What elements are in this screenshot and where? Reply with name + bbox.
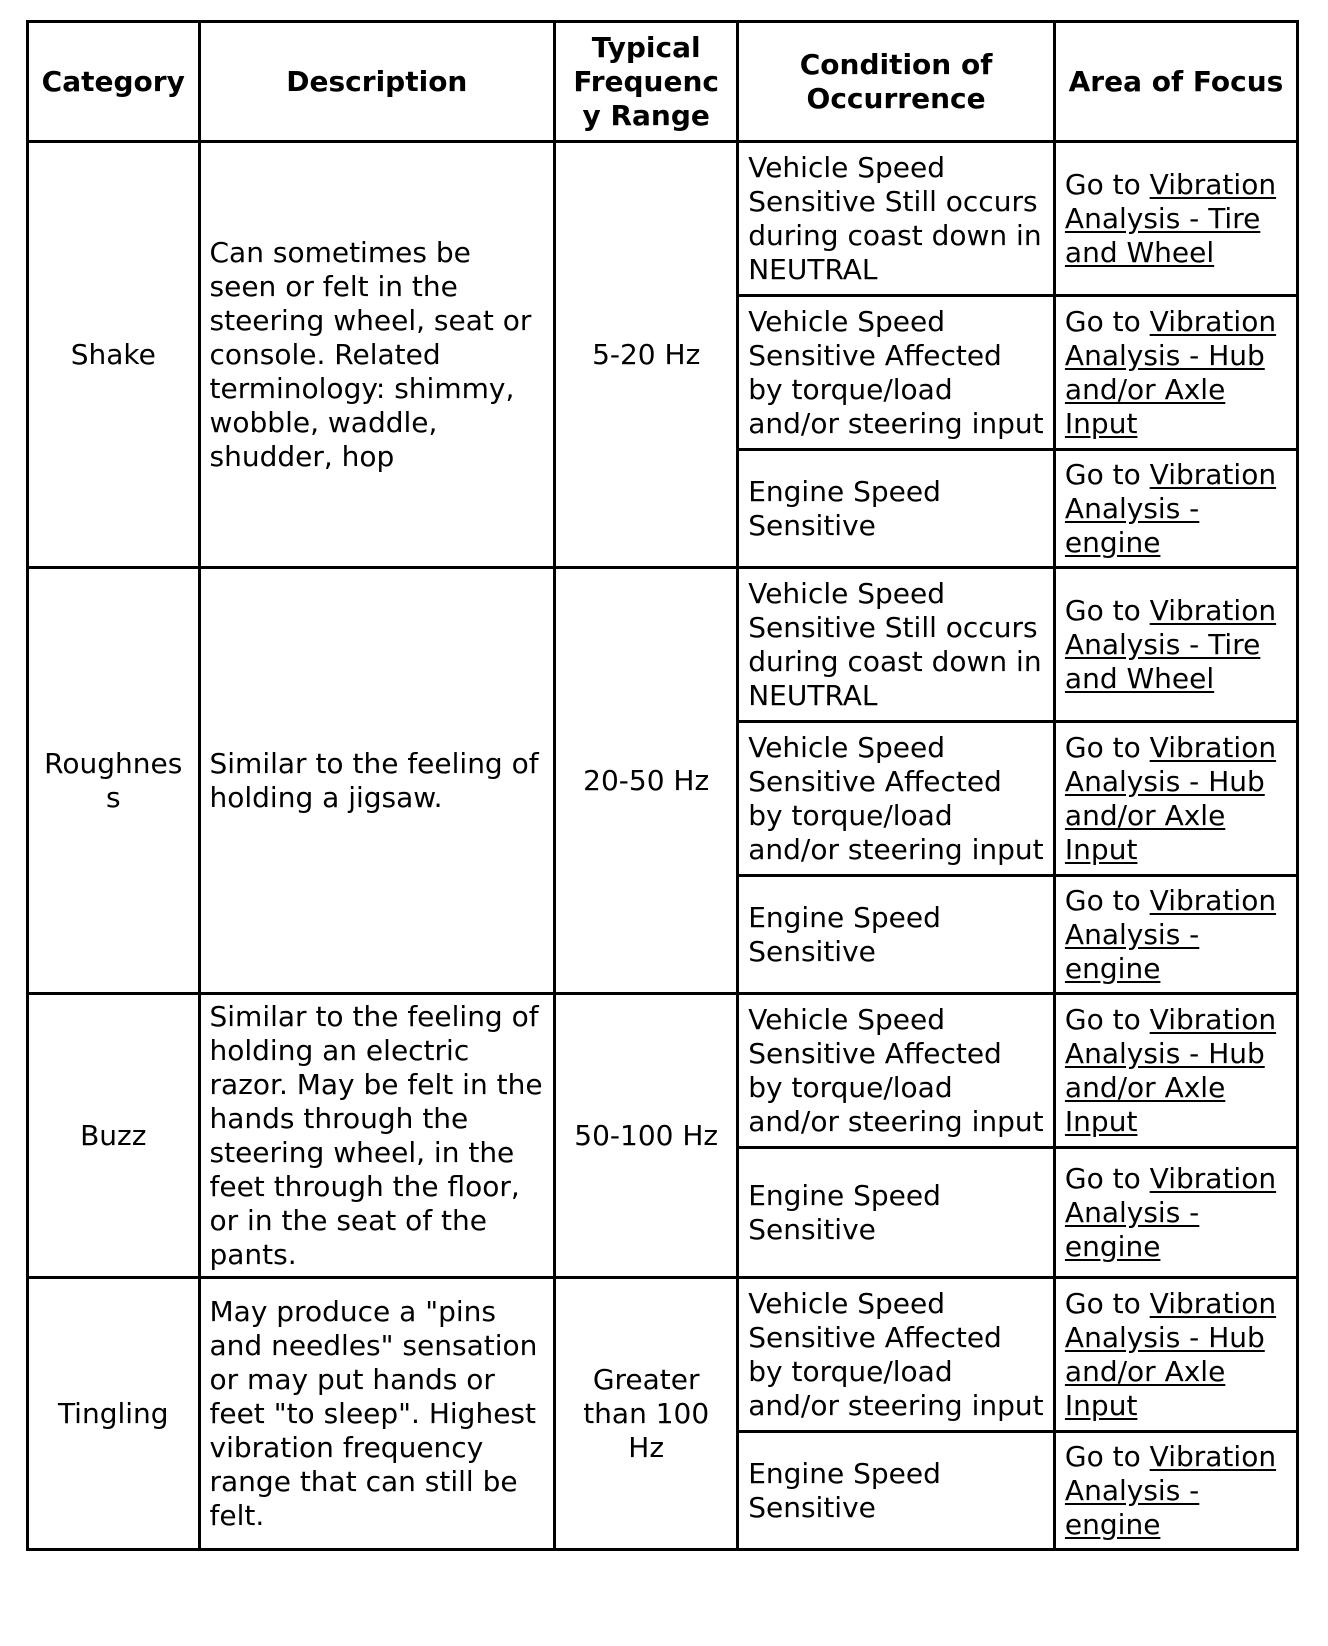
vibration-analysis-link[interactable]: Vibration Analysis - engine bbox=[1064, 1161, 1277, 1263]
go-to-text: Go to bbox=[1064, 1439, 1141, 1473]
vibration-analysis-link[interactable]: Vibration Analysis - Hub and/or Axle Input bbox=[1064, 1002, 1277, 1138]
table-row bbox=[28, 1278, 1298, 1432]
go-to-text: Go to bbox=[1064, 593, 1141, 627]
go-to-text: Go to bbox=[1064, 1002, 1141, 1036]
category-cell: Roughness bbox=[28, 568, 200, 994]
header-condition: Condition of Occurrence bbox=[738, 22, 1055, 142]
go-to-text: Go to bbox=[1064, 167, 1141, 201]
condition-cell: Vehicle Speed Sensitive Affected by torque/load and/or steering input bbox=[738, 296, 1055, 450]
table-row bbox=[28, 994, 1298, 1148]
condition-cell: Vehicle Speed Sensitive Affected by torque/load and/or steering input bbox=[738, 994, 1055, 1148]
area-cell bbox=[1054, 142, 1297, 296]
area-cell bbox=[1054, 450, 1297, 568]
description-cell: May produce a "pins and needles" sensation or may put hands or feet "to sleep". Highest vibration frequency range that can still be felt. bbox=[199, 1278, 555, 1550]
vibration-analysis-link[interactable]: Vibration Analysis - Hub and/or Axle Input bbox=[1064, 730, 1277, 866]
vibration-analysis-link[interactable]: Vibration Analysis - Hub and/or Axle Input bbox=[1064, 1286, 1277, 1422]
area-cell bbox=[1054, 994, 1297, 1148]
description-cell: Similar to the feeling of holding an electric razor. May be felt in the hands through the steering wheel, in the feet through the floor, or in the seat of the pants. bbox=[199, 994, 555, 1278]
area-cell bbox=[1054, 296, 1297, 450]
table-row bbox=[28, 142, 1298, 296]
condition-cell: Engine Speed Sensitive bbox=[738, 450, 1055, 568]
go-to-text: Go to bbox=[1064, 457, 1141, 491]
frequency-cell: 50-100 Hz bbox=[555, 994, 738, 1278]
table-row bbox=[28, 568, 1298, 722]
vibration-analysis-link[interactable]: Vibration Analysis - engine bbox=[1064, 457, 1277, 559]
area-cell bbox=[1054, 876, 1297, 994]
go-to-text: Go to bbox=[1064, 304, 1141, 338]
header-frequency: Typical Frequency Range bbox=[555, 22, 738, 142]
condition-cell: Vehicle Speed Sensitive Still occurs during coast down in NEUTRAL bbox=[738, 568, 1055, 722]
vibration-analysis-link[interactable]: Vibration Analysis - engine bbox=[1064, 883, 1277, 985]
frequency-cell: 20-50 Hz bbox=[555, 568, 738, 994]
category-cell: Shake bbox=[28, 142, 200, 568]
header-category: Category bbox=[28, 22, 200, 142]
area-cell bbox=[1054, 1278, 1297, 1432]
condition-cell: Vehicle Speed Sensitive Affected by torque/load and/or steering input bbox=[738, 1278, 1055, 1432]
vibration-diagnosis-table bbox=[26, 20, 1299, 1551]
area-cell bbox=[1054, 1148, 1297, 1278]
vibration-table-container bbox=[26, 20, 1299, 1551]
condition-cell: Vehicle Speed Sensitive Still occurs during coast down in NEUTRAL bbox=[738, 142, 1055, 296]
area-cell bbox=[1054, 568, 1297, 722]
go-to-text: Go to bbox=[1064, 730, 1141, 764]
condition-cell: Engine Speed Sensitive bbox=[738, 1432, 1055, 1550]
area-cell bbox=[1054, 722, 1297, 876]
header-description: Description bbox=[199, 22, 555, 142]
header-area-of-focus: Area of Focus bbox=[1054, 22, 1297, 142]
description-cell: Similar to the feeling of holding a jigsaw. bbox=[199, 568, 555, 994]
frequency-cell: Greater than 100 Hz bbox=[555, 1278, 738, 1550]
condition-cell: Vehicle Speed Sensitive Affected by torque/load and/or steering input bbox=[738, 722, 1055, 876]
condition-cell: Engine Speed Sensitive bbox=[738, 876, 1055, 994]
category-cell: Tingling bbox=[28, 1278, 200, 1550]
go-to-text: Go to bbox=[1064, 1286, 1141, 1320]
vibration-analysis-link[interactable]: Vibration Analysis - Hub and/or Axle Input bbox=[1064, 304, 1277, 440]
header-row bbox=[28, 22, 1298, 142]
description-cell: Can sometimes be seen or felt in the steering wheel, seat or console. Related terminology: shimmy, wobble, waddle, shudder, hop bbox=[199, 142, 555, 568]
vibration-analysis-link[interactable]: Vibration Analysis - Tire and Wheel bbox=[1064, 593, 1277, 695]
go-to-text: Go to bbox=[1064, 1161, 1141, 1195]
condition-cell: Engine Speed Sensitive bbox=[738, 1148, 1055, 1278]
go-to-text: Go to bbox=[1064, 883, 1141, 917]
vibration-analysis-link[interactable]: Vibration Analysis - engine bbox=[1064, 1439, 1277, 1541]
category-cell: Buzz bbox=[28, 994, 200, 1278]
frequency-cell: 5-20 Hz bbox=[555, 142, 738, 568]
vibration-analysis-link[interactable]: Vibration Analysis - Tire and Wheel bbox=[1064, 167, 1277, 269]
area-cell bbox=[1054, 1432, 1297, 1550]
